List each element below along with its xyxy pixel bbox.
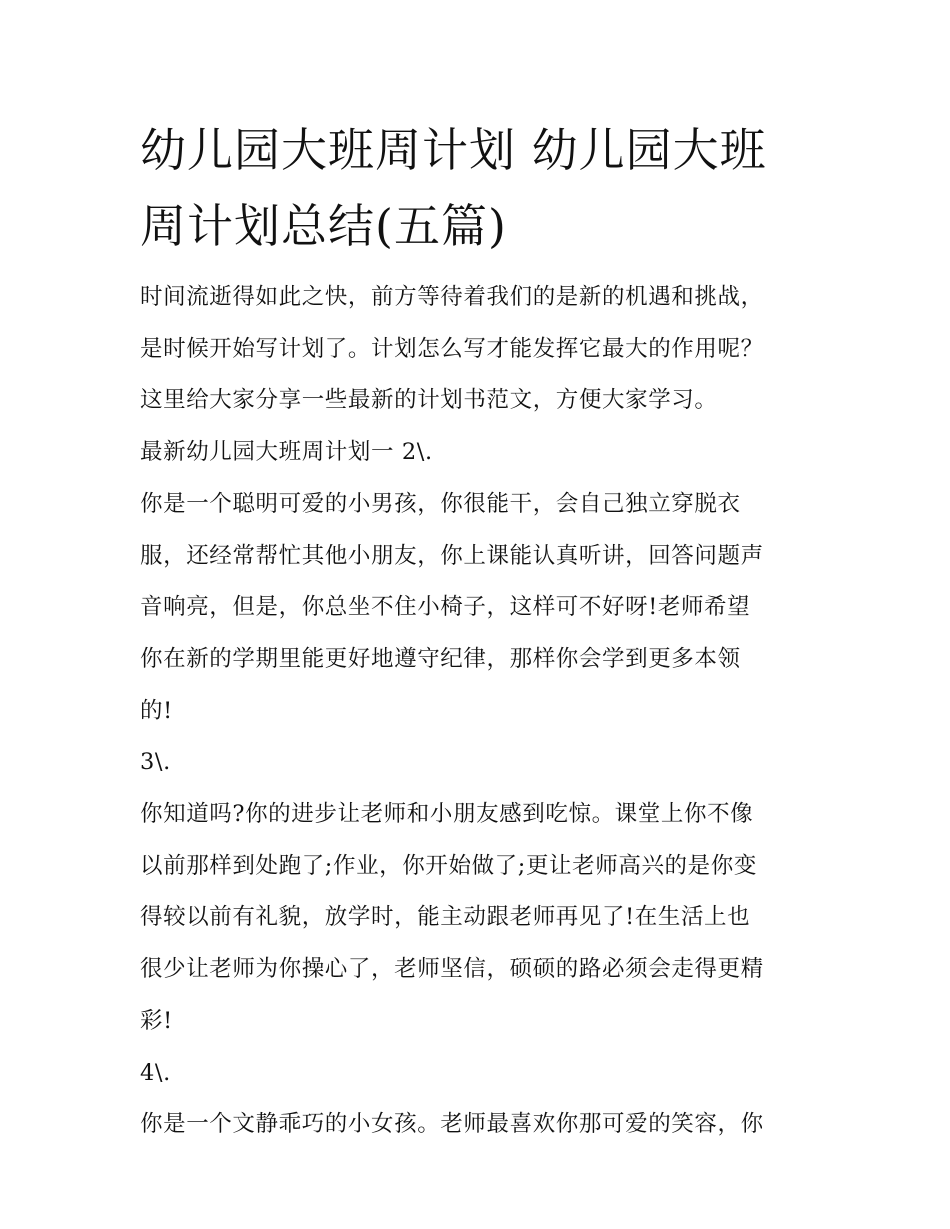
document-body bbox=[140, 112, 820, 1151]
section-heading-plan-one: 最新幼儿园大班周计划一 2\. bbox=[140, 439, 433, 466]
intro-paragraph: 时间流逝得如此之快，前方等待着我们的是新的机遇和挑战， 是时候开始写计划了。计划怎么写才能发挥它最大的作用呢？ 这里给大家分享一些最新的计划书范文，方便大家学习。 bbox=[140, 284, 764, 414]
document-title: 幼儿园大班周计划 幼儿园大班 周计划总结(五篇) bbox=[140, 123, 767, 253]
item-number-4: 4\. bbox=[140, 1059, 171, 1086]
comment-paragraph-3: 你知道吗?你的进步让老师和小朋友感到吃惊。课堂上你不像 以前那样到处跑了;作业，你开始做了;更让老师高兴的是你变 得较以前有礼貌，放学时，能主动跟老师再见了!在生活上也 很少让老师为你操心了，老师坚信，硕硕的路必须会走得更精 彩! bbox=[140, 801, 764, 1034]
comment-paragraph-4: 你是一个文静乖巧的小女孩。老师最喜欢你那可爱的笑容，你 bbox=[140, 1111, 764, 1138]
comment-paragraph-2: 你是一个聪明可爱的小男孩，你很能干，会自己独立穿脱衣 服，还经常帮忙其他小朋友，你上课能认真听讲，回答问题声 音响亮，但是，你总坐不住小椅子，这样可不好呀!老师希望 你在新的学期里能更好地遵守纪律，那样你会学到更多本领 的! bbox=[140, 490, 764, 724]
item-number-3: 3\. bbox=[140, 749, 171, 776]
